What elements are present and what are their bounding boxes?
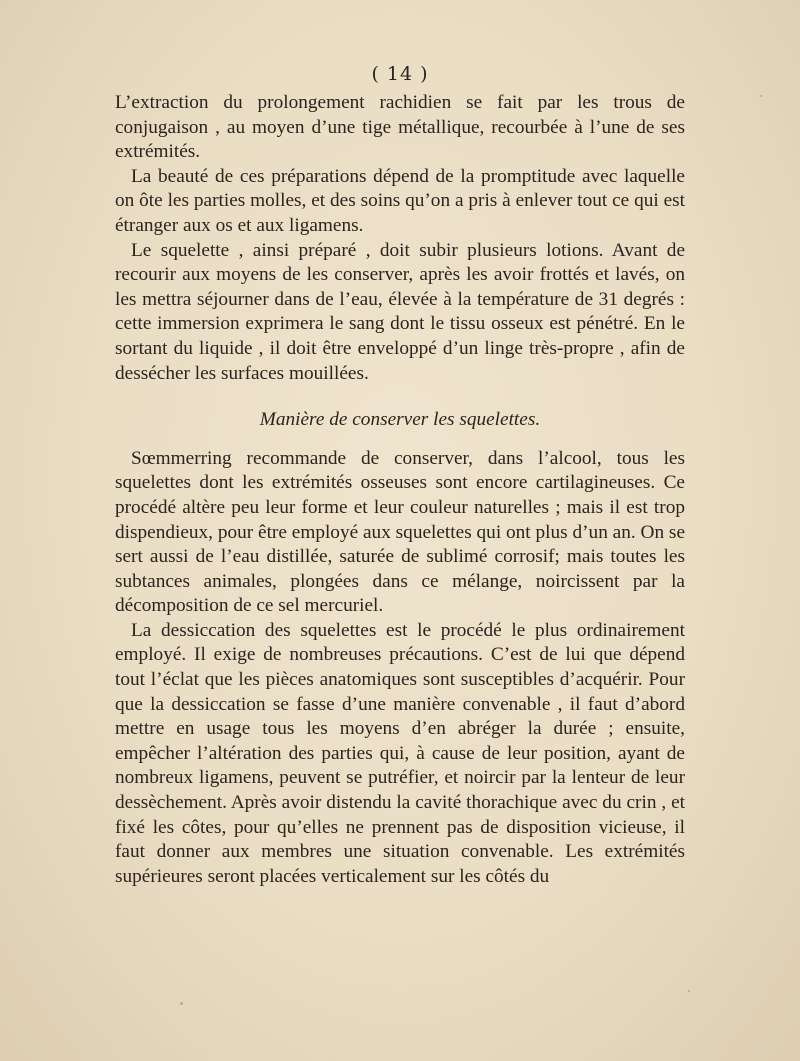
paragraph-dessiccation: La dessiccation des squelettes est le procédé le plus ordinairement employé. Il exige de nombreuses précautions. C’est de lui que dépend tout l’éclat que les pièces anatomiques sont susceptibles d’acquérir. Pour que la dessiccation se fasse d’une manière convenable , il faut d’abord mettre en usage tous les moyens d’en abréger la durée ; ensuite, empêcher l’altération des parties qui, à cause de leur position, ayant de nombreux ligamens, peuvent se putréfier, et noircir par la lenteur de leur dessèchement. Après avoir distendu la cavité thorachique avec du crin , et fixé les côtes, pour qu’elles ne prennent pas de disposition vicieuse, il faut donner aux membres une situation convenable. Les extrémités supérieures seront placées verticalement sur les côtés du bbox=[115, 619, 685, 887]
section-title: Manière de conserver les squelettes. bbox=[259, 409, 541, 431]
paragraph-squelette-lotions: Le squelette , ainsi préparé , doit subir plusieurs lotions. Avant de recourir aux moyens de les conserver, après les avoir frottés et lavés, on les mettra séjourner dans de l’eau, élevée à la température de 31 degrés : cette immersion exprimera le sang dont le tissu osseux est pénétré. En le sortant du liquide , il doit être enveloppé d’un linge très-propre , afin de dessécher les surfaces mouillées. bbox=[115, 239, 685, 384]
paragraph-soemmerring: Sœmmerring recommande de conserver, dans l’alcool, tous les squelettes dont les extrémités osseuses sont encore cartilagineuses. Ce procédé altère peu leur forme et leur couleur naturelles ; mais il est trop dispendieux, pour être employé aux squelettes qui ont plus d’un an. On se sert aussi de l’eau distillée, saturée de sublimé corrosif; mais toutes les subtances animales, plongées dans ce mélange, noircissent par la décomposition de ce sel mercuriel. bbox=[115, 447, 685, 617]
paper-speck bbox=[760, 95, 762, 97]
page-body bbox=[115, 91, 685, 889]
page-number: ( 14 ) bbox=[371, 63, 429, 85]
paper-speck bbox=[180, 1002, 183, 1005]
paper-speck bbox=[688, 990, 690, 992]
paragraph-beaute: La beauté de ces préparations dépend de la promptitude avec laquelle on ôte les parties molles, et des soins qu’on a pris à enlever tout ce qui est étranger aux os et aux ligamens. bbox=[115, 165, 685, 236]
paragraph-extraction: L’extraction du prolongement rachidien se fait par les trous de conjugaison , au moyen d’une tige métallique, recourbée à l’une de ses extrémités. bbox=[115, 92, 685, 163]
